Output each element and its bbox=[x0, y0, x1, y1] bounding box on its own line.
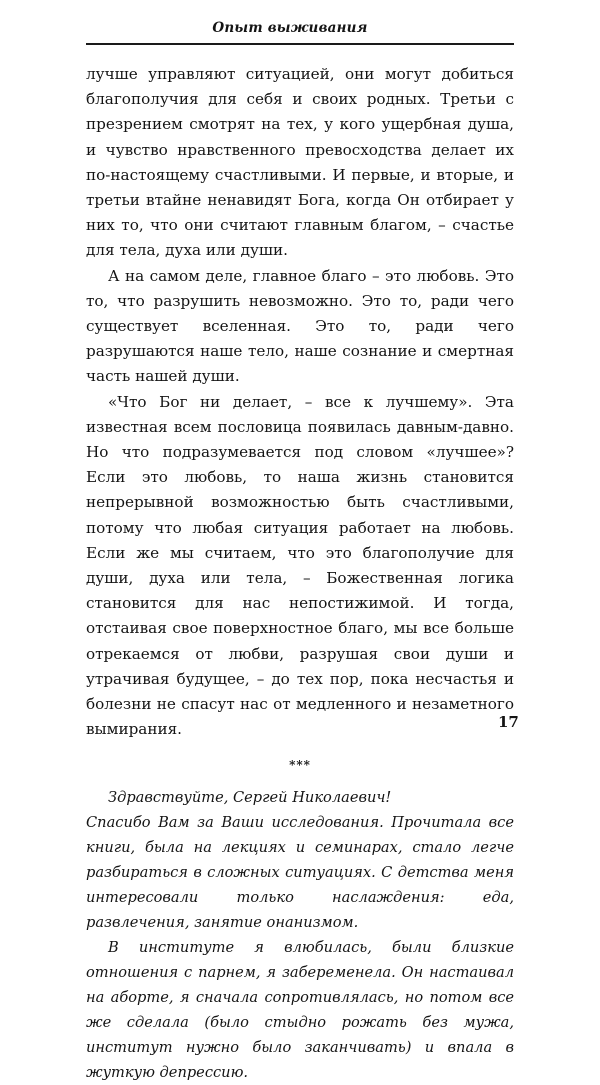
letter-paragraph: Спасибо Вам за Ваши исследования. Прочитала все книги, была на лекциях и семинарах, стало легче разбираться в сложных ситуациях. С детства меня интересовали только наслаждения: еда, развлечения, занятие онанизмом. bbox=[86, 814, 514, 932]
paragraph-love: А на самом деле, главное благо – это любовь. Это то, что разрушить невозможно. Это то, ради чего существует вселенная. Это то, ради чего разрушаются наше тело, наше сознание и смертная часть нашей души. bbox=[86, 266, 514, 386]
letter-paragraph: В институте я влюбилась, были близкие отношения с парнем, я забеременела. Он настаивал на аборте, я сначала сопротивлялась, но потом все же сделала (было стыдно рожать без мужа, институт нужно было заканчивать) и впала в жуткую депрессию. bbox=[86, 939, 514, 1082]
letter-greeting: Здравствуйте, Сергей Николаевич! bbox=[108, 789, 392, 807]
paragraph-proverb: «Что Бог ни делает, – все к лучшему». Эта известная всем пословица появилась давным-давно. Но что подразумевается под словом «лучшее»? Если это любовь, то наша жизнь становится непрерывной возможностью быть счастливыми, потому что любая ситуация работает на любовь. Если же мы считаем, что это благополучие для души, духа или тела, – Божественная логика становится для нас непостижимой. И тогда, отстаивая свое поверхностное благо, мы все больше отрекаемся от любви, разрушая свои души и утрачивая будущее, – до тех пор, пока несчастья и болезни не спасут нас от медленного и незаметного вымирания. bbox=[86, 392, 514, 739]
main-text-block bbox=[86, 62, 514, 1085]
running-header-title: Опыт выживания bbox=[212, 20, 368, 36]
paragraph-continued: лучше управляют ситуацией, они могут добиться благополучия для себя и своих родных. Третьи с презрением смотрят на тех, у кого ущербная душа, и чувство нравственного превосходства делает их по-настоящему счастливыми. И первые, и вторые, и третьи втайне ненавидят Бога, когда Он отбирает у них то, что они считают главным благом, – счастье для тела, духа или души. bbox=[86, 65, 514, 260]
section-divider: *** bbox=[289, 758, 311, 773]
page-number: 17 bbox=[498, 713, 519, 731]
header-rule bbox=[86, 43, 514, 45]
